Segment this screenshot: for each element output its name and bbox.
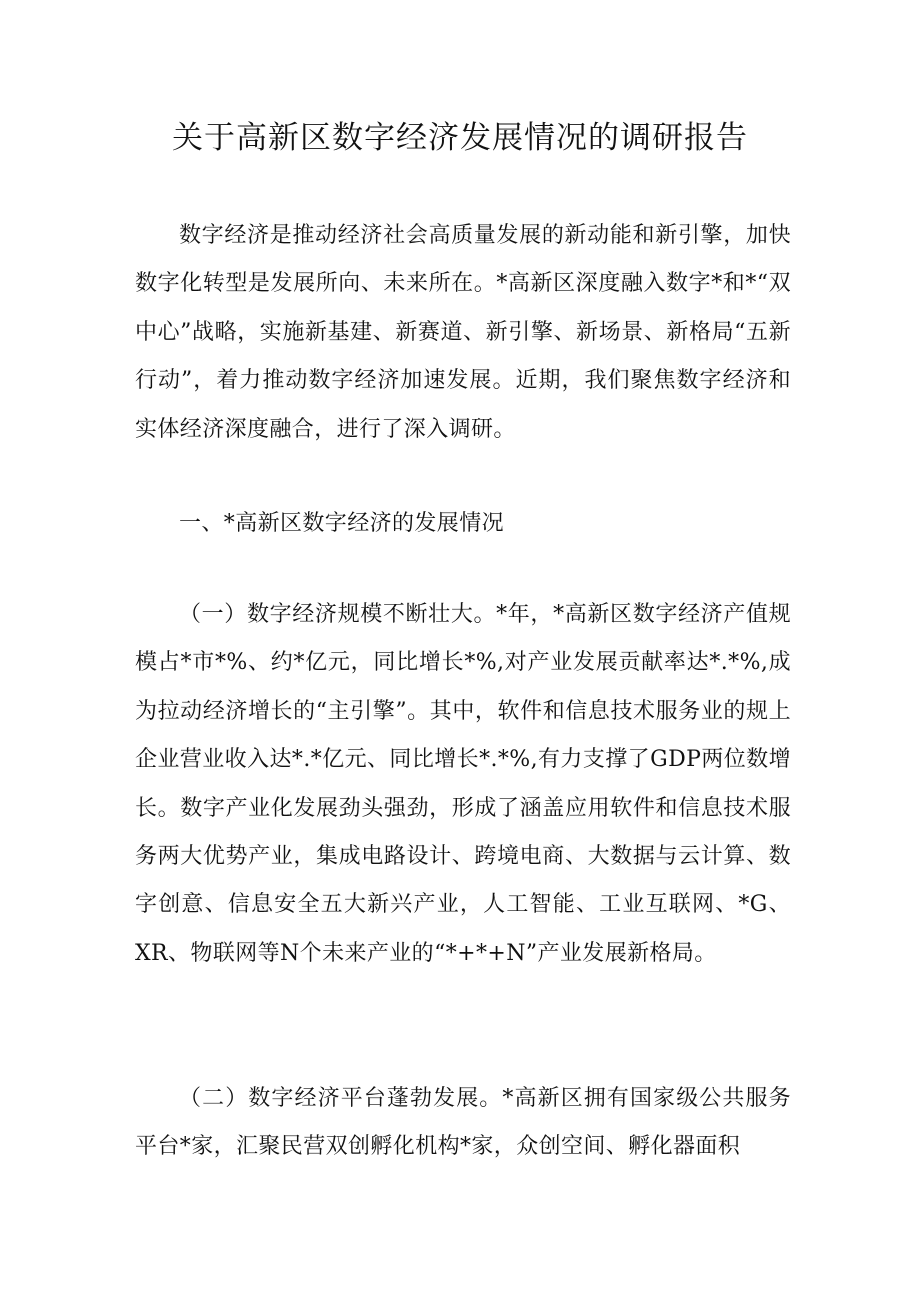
report-title: 关于高新区数字经济发展情况的调研报告: [172, 120, 748, 156]
subsection-paragraph-2: （二）数字经济平台蓬勃发展。*高新区拥有国家级公共服务平台*家，汇聚民营双创孵化机构*家，众创空间、孵化器面积: [135, 1086, 791, 1160]
intro-paragraph: 数字经济是推动经济社会高质量发展的新动能和新引擎，加快数字化转型是发展所向、未来所在。*高新区深度融入数字*和*“双中心”战略，实施新基建、新赛道、新引擎、新场景、新格局“五新行动”，着力推动数字经济加速发展。近期，我们聚焦数字经济和实体经济深度融合，进行了深入调研。: [135, 223, 791, 442]
subsection-paragraph-1: （一）数字经济规模不断壮大。*年，*高新区数字经济产值规模占*市*%、约*亿元，同比增长*%,对产业发展贡献率达*.*%,成为拉动经济增长的“主引擎”。其中，软件和信息技术服务业的规上企业营业收入达*.*亿元、同比增长*.*%,有力支撑了GDP两位数增长。数字产业化发展劲头强劲，形成了涵盖应用软件和信息技术服务两大优势产业，集成电路设计、跨境电商、大数据与云计算、数字创意、信息安全五大新兴产业，人工智能、工业互联网、*G、XR、物联网等N个未来产业的“*+*+N”产业发展新格局。: [135, 602, 791, 966]
section-heading: 一、*高新区数字经济的发展情况: [179, 511, 505, 536]
